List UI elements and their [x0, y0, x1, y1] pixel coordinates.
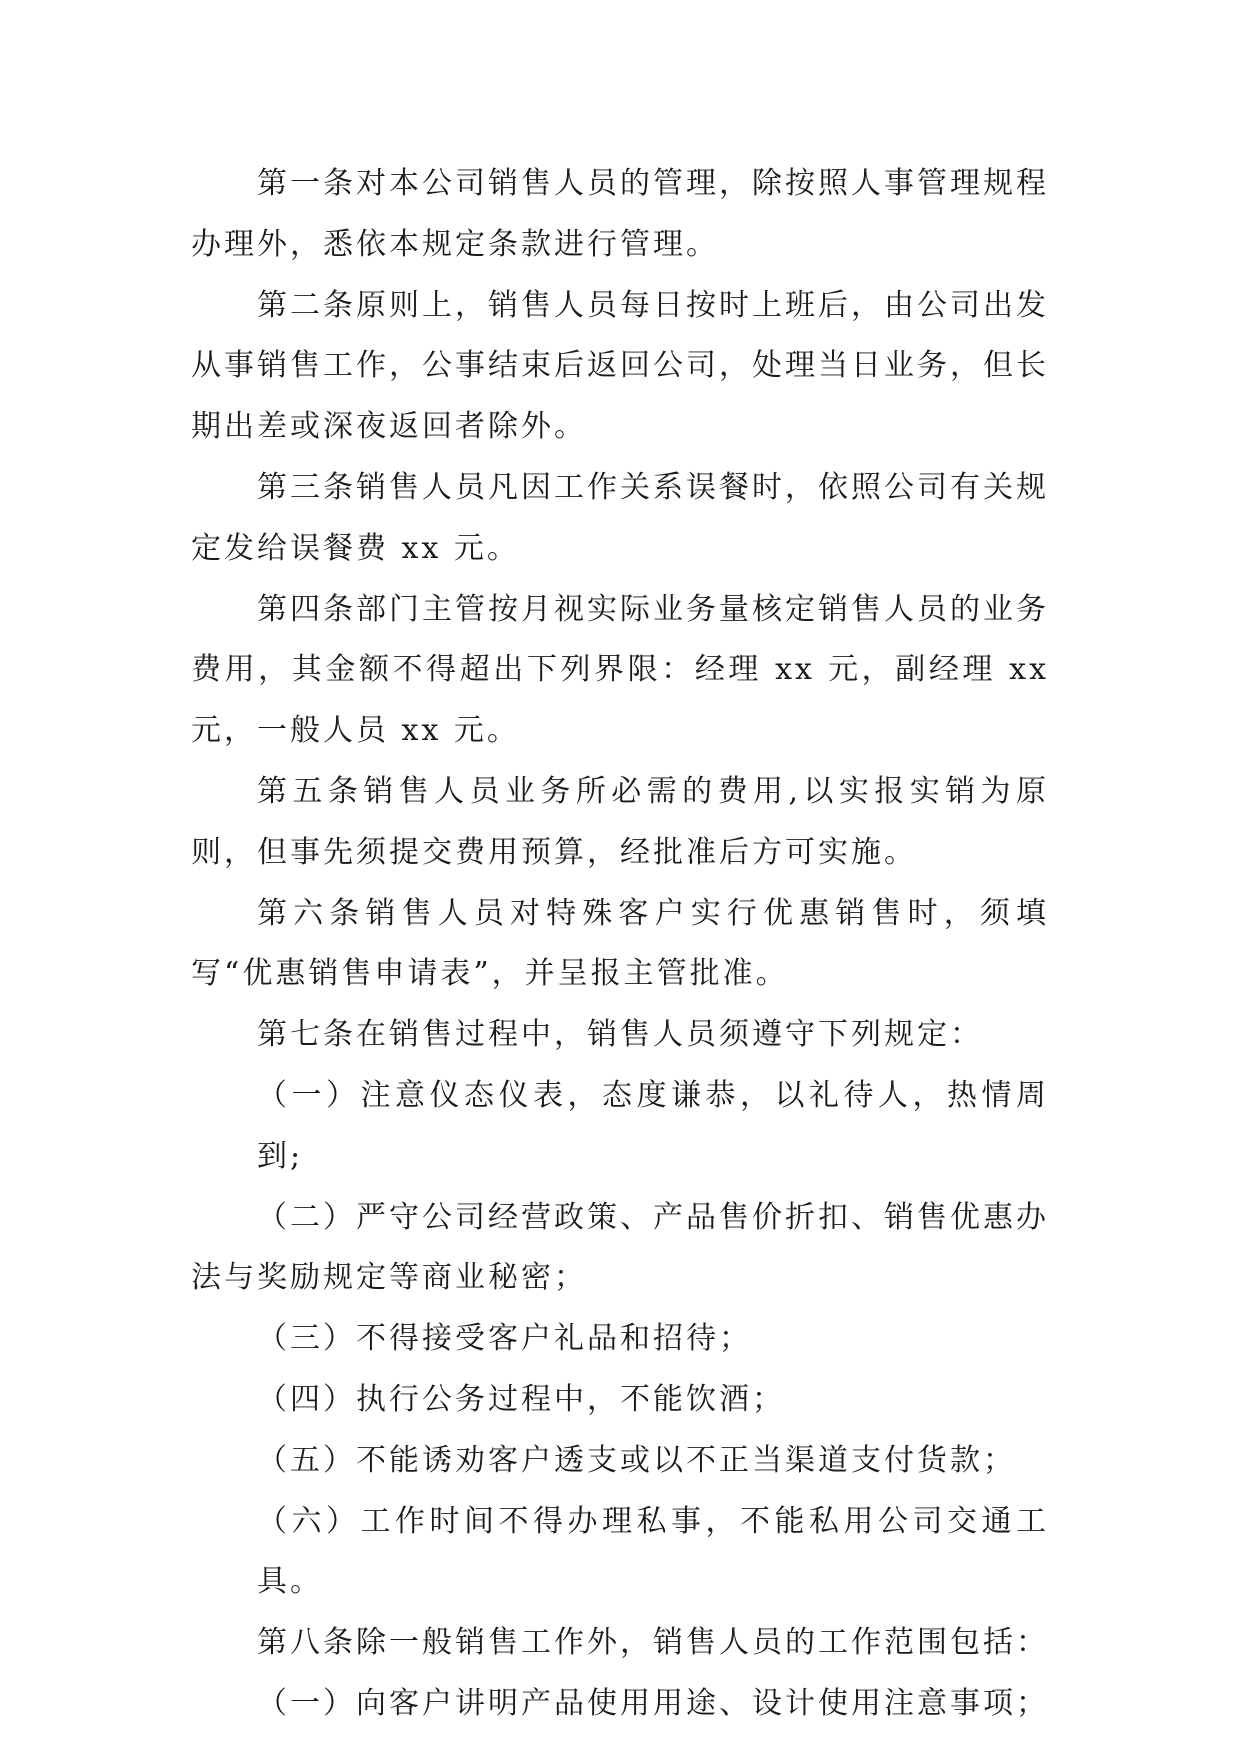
- article-8: 第八条除一般销售工作外，销售人员的工作范围包括：: [257, 1625, 1049, 1661]
- article-5: 第五条销售人员业务所必需的费用,以实报实销为原则，但事先须提交费用预算，经批准后方可实施。: [191, 773, 1049, 870]
- article-6: 第六条销售人员对特殊客户实行优惠销售时，须填写“优惠销售申请表”，并呈报主管批准。: [191, 895, 1049, 992]
- article-7-item-6: （六）工作时间不得办理私事，不能私用公司交通工具。: [257, 1503, 1049, 1600]
- article-4: 第四条部门主管按月视实际业务量核定销售人员的业务费用，其金额不得超出下列界限：经理 xx 元，副经理 xx 元，一般人员 xx 元。: [191, 591, 1049, 749]
- article-7-item-5: （五）不能诱劝客户透支或以不正当渠道支付货款；: [257, 1442, 1016, 1478]
- article-1: 第一条对本公司销售人员的管理，除按照人事管理规程办理外，悉依本规定条款进行管理。: [191, 166, 1049, 262]
- article-7-item-2: （二）严守公司经营政策、产品售价折扣、销售优惠办法与奖励规定等商业秘密；: [191, 1199, 1049, 1296]
- article-3: 第三条销售人员凡因工作关系误餐时，依照公司有关规定发给误餐费 xx 元。: [191, 469, 1049, 566]
- article-7-item-1: （一）注意仪态仪表，态度谦恭，以礼待人，热情周到;: [257, 1077, 1049, 1174]
- article-7-item-4: （四）执行公务过程中，不能饮酒；: [257, 1381, 785, 1417]
- article-7-item-3: （三）不得接受客户礼品和招待；: [257, 1321, 752, 1357]
- article-2: 第二条原则上，销售人员每日按时上班后，由公司出发从事销售工作，公事结束后返回公司，处理当日业务，但长期出差或深夜返回者除外。: [191, 287, 1049, 445]
- article-8-item-1: （一）向客户讲明产品使用用途、设计使用注意事项；: [257, 1685, 1049, 1721]
- document-body: [191, 154, 1049, 1735]
- article-7: 第七条在销售过程中，销售人员须遵守下列规定：: [257, 1017, 983, 1053]
